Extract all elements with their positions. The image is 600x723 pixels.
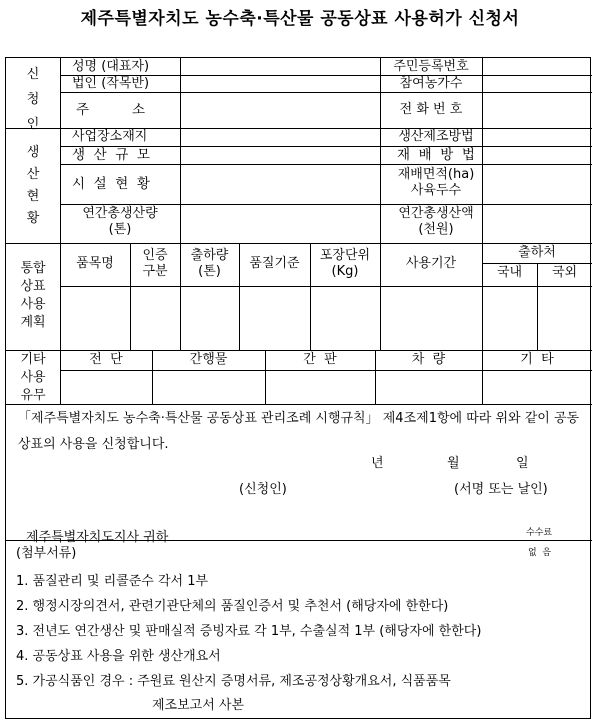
date-day: 일 — [516, 456, 529, 471]
name-field[interactable] — [181, 59, 379, 75]
date-year: 년 — [371, 456, 384, 471]
other-col-flyer: 전 단 — [89, 352, 123, 367]
plan-col-item: 품목명 — [76, 256, 114, 271]
address-label: 주 소 — [76, 102, 145, 118]
declaration-text: 「제주특별자치도 농수축·특산물 공동상표 관리조례 시행규칙」 제4조제1항에 따라 위와 같이 공동상표의 사용을 신청합니다. — [18, 411, 580, 452]
corporation-field[interactable] — [181, 76, 379, 92]
participating-farms-field[interactable] — [483, 76, 591, 92]
phone-label: 전 화 번 호 — [399, 102, 463, 117]
applicant-section-label: 신 청 인 — [26, 67, 40, 132]
id-number-field[interactable] — [483, 59, 591, 75]
participating-farms-label: 참여농가수 — [399, 76, 463, 91]
name-label: 성명 (대표자) — [72, 59, 150, 74]
annual-quantity-label: 연간총생산량 (톤) — [82, 206, 158, 237]
date-month: 월 — [447, 456, 460, 471]
signature-label: (서명 또는 날인) — [454, 482, 548, 497]
divider — [60, 164, 592, 165]
facility-label: 시 설 현 황 — [72, 176, 150, 192]
address-field[interactable] — [181, 93, 379, 128]
attachment-item: 5. 가공식품인 경우 : 주원료 원산지 증명서류, 제조공정상황개요서, 식품품목 — [16, 674, 451, 689]
application-form — [5, 57, 591, 719]
attachment-item: 4. 공동상표 사용을 위한 생산개요서 — [16, 649, 221, 664]
cultivation-area-label: 재배면적(ha) 사육두수 — [397, 167, 475, 198]
attachment-item: 1. 품질관리 및 리콜준수 각서 1부 — [16, 574, 209, 589]
fee-label: 수수료 — [526, 528, 553, 538]
production-scale-label: 생 산 규 모 — [72, 147, 150, 163]
other-col-signboard: 간 판 — [303, 352, 337, 367]
plan-section-label: 통합 상표 사용 계획 — [20, 261, 46, 330]
attachment-item: 2. 행정시장의견서, 관련기관단체의 품질인증서 및 추천서 (해당자에 한한다) — [16, 599, 449, 614]
plan-col-period: 사용기간 — [405, 256, 457, 271]
divider — [6, 243, 592, 244]
production-method-label: 생산제조방법 — [398, 129, 474, 144]
id-number-label: 주민등록번호 — [393, 59, 469, 74]
other-col-vehicle: 차 량 — [411, 352, 446, 367]
attachment-item: 3. 전년도 연간생산 및 판매실적 증빙자료 각 1부, 수출실적 1부 (해당자에 한한다) — [16, 624, 482, 639]
other-use-row[interactable] — [61, 371, 592, 404]
plan-col-shipping: 출하처 — [518, 245, 556, 260]
plan-col-overseas: 국외 — [551, 265, 578, 280]
divider — [60, 204, 592, 205]
plan-col-shipment: 출하량 (톤) — [190, 248, 229, 279]
plan-col-certification: 인증 구분 — [142, 248, 168, 279]
cultivation-method-label: 재 배 방 법 — [397, 147, 475, 163]
annual-amount-label: 연간총생산액 (천원) — [398, 206, 474, 237]
plan-col-packaging: 포장단위 (Kg) — [319, 248, 371, 279]
business-site-label: 사업장소재지 — [72, 129, 148, 144]
fee-value: 없 음 — [528, 548, 552, 558]
corporation-label: 법인 (작목반) — [72, 76, 150, 91]
attachments-heading: (첨부서류) — [16, 546, 77, 561]
applicant-sign-label: (신청인) — [239, 482, 287, 497]
recipient: 제주특별자치도지사 귀하 — [26, 530, 169, 545]
other-col-publication: 간행물 — [189, 352, 228, 367]
plan-col-quality: 품질기준 — [249, 256, 300, 271]
plan-row[interactable] — [61, 287, 592, 349]
divider — [482, 263, 592, 264]
production-section-label: 생 산 현 황 — [26, 145, 40, 226]
other-col-etc: 기 타 — [520, 352, 554, 367]
divider — [6, 404, 592, 405]
phone-field[interactable] — [483, 93, 591, 128]
other-section-label: 기타 사용 유무 — [20, 352, 46, 403]
attachment-item: 제조보고서 사본 — [152, 698, 245, 713]
form-title: 제주특별자치도 농수축·특산물 공동상표 사용허가 신청서 — [80, 9, 520, 29]
divider — [6, 350, 592, 351]
plan-col-domestic: 국내 — [496, 265, 523, 280]
